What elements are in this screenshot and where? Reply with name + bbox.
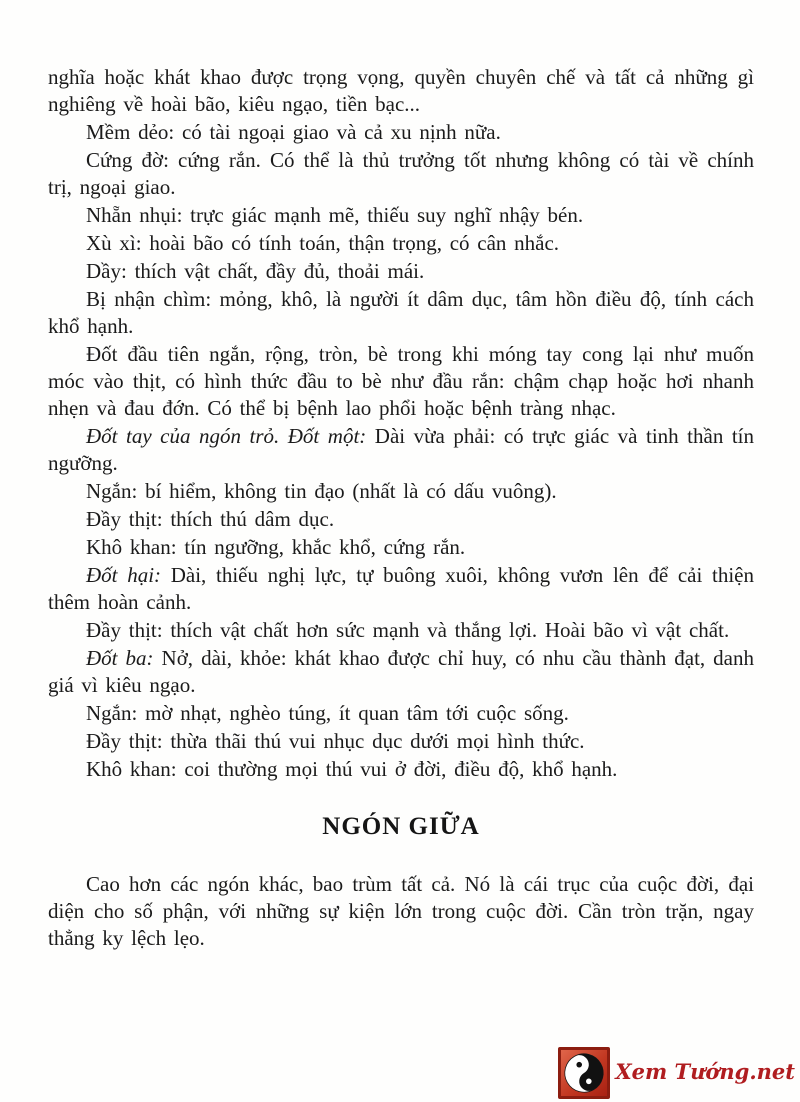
paragraph: Đầy thịt: thích vật chất hơn sức mạnh và thắng lợi. Hoài bão vì vật chất. xyxy=(86,618,730,642)
paragraph: Cứng đờ: cứng rắn. Có thể là thủ trưởng tốt nhưng không có tài về chính trị, ngoại giao. xyxy=(48,148,754,199)
paragraph-text: Dài, thiếu nghị lực, tự buông xuôi, không vươn lên để cải thiện thêm hoàn cảnh. xyxy=(48,563,754,614)
paragraph xyxy=(48,562,754,616)
paragraph-lead-italic: Đốt hại: xyxy=(86,563,162,587)
paragraph: Ngắn: bí hiểm, không tin đạo (nhất là có dấu vuông). xyxy=(86,479,557,503)
paragraph: Mềm dẻo: có tài ngoại giao và cả xu nịnh nữa. xyxy=(86,120,501,144)
paragraph-lead-italic: Đốt ba: xyxy=(86,646,154,670)
paragraph: nghĩa hoặc khát khao được trọng vọng, quyền chuyên chế và tất cả những gì nghiêng về hoài bão, kiêu ngạo, tiền bạc... xyxy=(48,65,754,116)
paragraph: Ngắn: mờ nhạt, nghèo túng, ít quan tâm tới cuộc sống. xyxy=(86,701,569,725)
paragraph xyxy=(48,645,754,699)
paragraph xyxy=(48,423,754,477)
watermark-site-name: Xem Tướng.net xyxy=(615,1058,795,1084)
paragraph: Đầy thịt: thừa thãi thú vui nhục dục dưới mọi hình thức. xyxy=(86,729,585,753)
yin-yang-icon xyxy=(558,1047,610,1099)
paragraph-text: Dài vừa phải: có trực giác và tinh thần tín ngưỡng. xyxy=(48,424,755,475)
paragraph: Nhẵn nhụi: trực giác mạnh mẽ, thiếu suy nghĩ nhậy bén. xyxy=(86,203,584,227)
paragraph: Cao hơn các ngón khác, bao trùm tất cả. Nó là cái trục của cuộc đời, đại diện cho số phận, với những sự kiện lớn trong cuộc đời. Cần tròn trặn, ngay thẳng ky lệch lẹo. xyxy=(48,872,754,950)
section-heading: NGÓN GIỮA xyxy=(322,813,480,840)
paragraph: Đốt đầu tiên ngắn, rộng, tròn, bè trong khi móng tay cong lại như muốn móc vào thịt, có hình thức đầu to bè như đầu rắn: chậm chạp hoặc hơi nhanh nhẹn và đau đớn. Có thể bị bệnh lao phổi hoặc bệnh tràng nhạc. xyxy=(48,342,754,420)
paragraph: Xù xì: hoài bão có tính toán, thận trọng, có cân nhắc. xyxy=(86,231,560,255)
paragraph: Đầy thịt: thích thú dâm dục. xyxy=(86,507,335,531)
paragraph-text: Nở, dài, khỏe: khát khao được chỉ huy, có nhu cầu thành đạt, danh giá vì kiêu ngạo. xyxy=(48,646,754,697)
watermark[interactable] xyxy=(558,1047,795,1099)
paragraph: Khô khan: coi thường mọi thú vui ở đời, điều độ, khổ hạnh. xyxy=(86,757,618,781)
paragraph: Dầy: thích vật chất, đầy đủ, thoải mái. xyxy=(86,259,425,283)
paragraph-lead-italic: Đốt tay của ngón trỏ. Đốt một: xyxy=(86,424,367,448)
paragraph: Bị nhận chìm: mỏng, khô, là người ít dâm dục, tâm hồn điều độ, tính cách khổ hạnh. xyxy=(48,287,754,338)
paragraph: Khô khan: tín ngưỡng, khắc khổ, cứng rắn. xyxy=(86,535,466,559)
page-text-block xyxy=(48,64,754,953)
